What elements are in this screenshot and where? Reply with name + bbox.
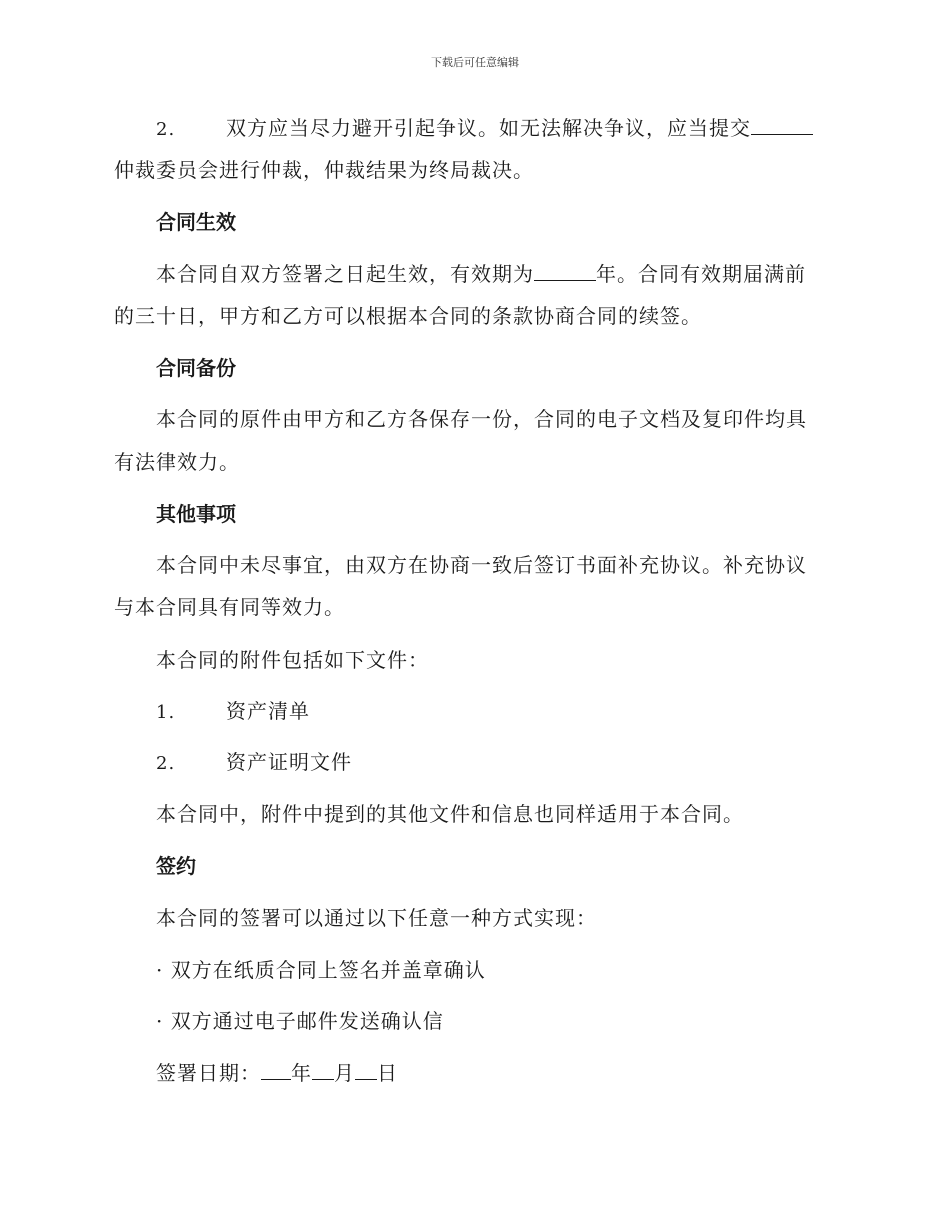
backup-line-1: 本合同的原件由甲方和乙方各保存一份，合同的电子文档及复印件均具 xyxy=(156,407,807,431)
blank-validity-years xyxy=(534,262,596,281)
effect-text: 本合同自双方签署之日起生效，有效期为 xyxy=(156,262,534,286)
section-heading-backup: 合同备份 xyxy=(156,356,236,380)
signing-bullet: · 双方通过电子邮件发送确认信 xyxy=(156,1009,444,1033)
signing-date-line xyxy=(156,1061,398,1085)
blank-month xyxy=(312,1061,334,1080)
blank-day xyxy=(355,1061,377,1080)
attachments-closing: 本合同中，附件中提到的其他文件和信息也同样适用于本合同。 xyxy=(156,802,744,826)
attachment-text: 资产清单 xyxy=(226,699,310,723)
attachment-text: 资产证明文件 xyxy=(226,750,352,774)
item-number: 2. xyxy=(156,119,176,140)
signing-date-label: 签署日期： xyxy=(156,1061,261,1085)
day-label: 日 xyxy=(377,1061,398,1085)
section-heading-signing: 签约 xyxy=(156,854,196,878)
backup-line-2: 有法律效力。 xyxy=(114,450,240,474)
other-line-2: 与本合同具有同等效力。 xyxy=(114,595,345,619)
attachment-item xyxy=(156,699,310,725)
page-header-note: 下载后可任意编辑 xyxy=(431,56,519,69)
section-heading-effect: 合同生效 xyxy=(156,210,236,234)
section-heading-other: 其他事项 xyxy=(156,502,236,526)
item-number: 1. xyxy=(156,702,176,723)
effect-line-2: 的三十日，甲方和乙方可以根据本合同的条款协商合同的续签。 xyxy=(114,304,702,328)
dispute-text: 双方应当尽力避开引起争议。如无法解决争议，应当提交 xyxy=(226,116,751,140)
item-number: 2. xyxy=(156,753,176,774)
month-label: 月 xyxy=(334,1061,355,1085)
blank-year xyxy=(261,1061,291,1080)
signing-bullet: · 双方在纸质合同上签名并盖章确认 xyxy=(156,958,486,982)
blank-arbitration-commission xyxy=(751,116,813,135)
other-line-1: 本合同中未尽事宜，由双方在协商一致后签订书面补充协议。补充协议 xyxy=(156,553,807,577)
year-label: 年 xyxy=(291,1061,312,1085)
effect-line-1 xyxy=(156,262,806,286)
signing-intro: 本合同的签署可以通过以下任意一种方式实现： xyxy=(156,906,597,930)
effect-text-2: 年。合同有效期届满前 xyxy=(596,262,806,286)
dispute-line-1 xyxy=(156,116,813,142)
attachment-item xyxy=(156,750,352,776)
dispute-line-2: 仲裁委员会进行仲裁，仲裁结果为终局裁决。 xyxy=(114,158,534,182)
attachments-intro: 本合同的附件包括如下文件： xyxy=(156,648,429,672)
